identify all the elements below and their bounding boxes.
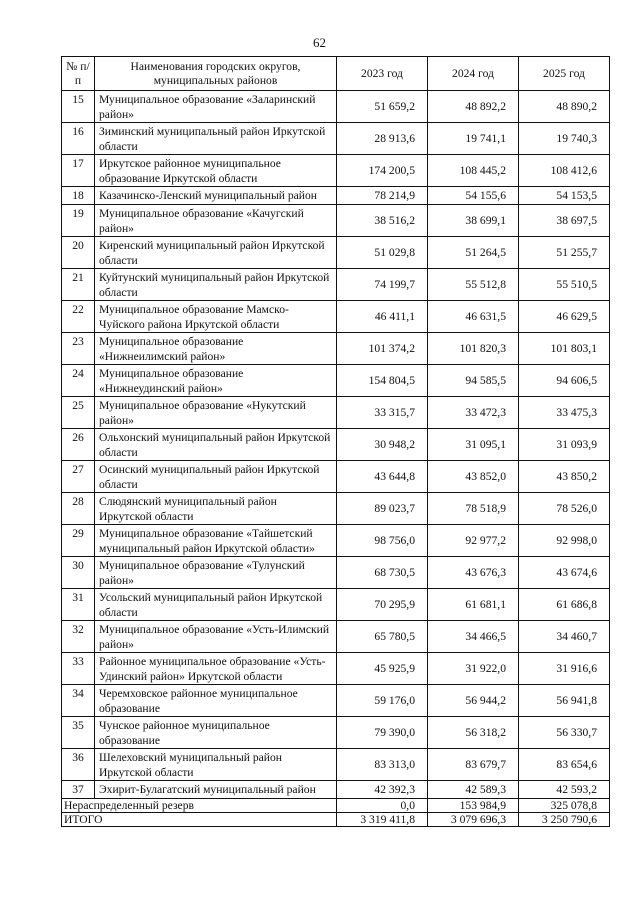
row-name: Муниципальное образование «Тулунский район» (95, 557, 337, 589)
row-num: 34 (62, 685, 95, 717)
row-2023: 46 411,1 (337, 301, 428, 333)
table-row (62, 621, 610, 653)
row-2023: 89 023,7 (337, 493, 428, 525)
reserve-row (62, 799, 610, 813)
table-row (62, 237, 610, 269)
row-2025: 51 255,7 (519, 237, 610, 269)
row-name: Муниципальное образование «Тайшетский муниципальный район Иркутской области» (95, 525, 337, 557)
row-name: Казачинско-Ленский муниципальный район (95, 187, 337, 205)
header-num: № п/п (62, 57, 95, 91)
row-num: 27 (62, 461, 95, 493)
table-row (62, 205, 610, 237)
row-2024: 94 585,5 (428, 365, 519, 397)
row-2025: 56 330,7 (519, 717, 610, 749)
row-2024: 101 820,3 (428, 333, 519, 365)
row-num: 25 (62, 397, 95, 429)
table-row (62, 365, 610, 397)
row-name: Районное муниципальное образование «Усть-Удинский район» Иркутской области (95, 653, 337, 685)
row-num: 19 (62, 205, 95, 237)
row-name: Муниципальное образование «Нукутский район» (95, 397, 337, 429)
row-2025: 78 526,0 (519, 493, 610, 525)
row-2023: 70 295,9 (337, 589, 428, 621)
table-row (62, 493, 610, 525)
row-num: 31 (62, 589, 95, 621)
row-2023: 59 176,0 (337, 685, 428, 717)
header-name: Наименования городских округов, муниципальных районов (95, 57, 337, 91)
row-2023: 33 315,7 (337, 397, 428, 429)
row-name: Муниципальное образование Мамско-Чуйского района Иркутской области (95, 301, 337, 333)
row-2025: 108 412,6 (519, 155, 610, 187)
row-name: Слюдянский муниципальный район Иркутской области (95, 493, 337, 525)
header-2023: 2023 год (337, 57, 428, 91)
row-2024: 108 445,2 (428, 155, 519, 187)
row-2023: 51 659,2 (337, 91, 428, 123)
table-row (62, 525, 610, 557)
row-num: 26 (62, 429, 95, 461)
row-2024: 19 741,1 (428, 123, 519, 155)
row-num: 28 (62, 493, 95, 525)
row-2025: 38 697,5 (519, 205, 610, 237)
row-name: Муниципальное образование «Заларинский район» (95, 91, 337, 123)
row-2024: 33 472,3 (428, 397, 519, 429)
reserve-2025: 325 078,8 (519, 799, 610, 813)
row-2023: 98 756,0 (337, 525, 428, 557)
reserve-2023: 0,0 (337, 799, 428, 813)
row-name: Зиминский муниципальный район Иркутской области (95, 123, 337, 155)
row-2024: 43 852,0 (428, 461, 519, 493)
row-2025: 55 510,5 (519, 269, 610, 301)
reserve-label: Нераспределенный резерв (62, 799, 337, 813)
total-row (62, 813, 610, 827)
row-2025: 83 654,6 (519, 749, 610, 781)
header-row (62, 57, 610, 91)
row-2023: 101 374,2 (337, 333, 428, 365)
table-row (62, 685, 610, 717)
row-name: Эхирит-Булагатский муниципальный район (95, 781, 337, 799)
row-2023: 30 948,2 (337, 429, 428, 461)
row-name: Куйтунский муниципальный район Иркутской области (95, 269, 337, 301)
total-label: ИТОГО (62, 813, 337, 827)
row-2024: 43 676,3 (428, 557, 519, 589)
total-2025: 3 250 790,6 (519, 813, 610, 827)
row-2024: 38 699,1 (428, 205, 519, 237)
row-num: 18 (62, 187, 95, 205)
row-2023: 65 780,5 (337, 621, 428, 653)
row-name: Муниципальное образование «Усть-Илимский район» (95, 621, 337, 653)
row-num: 32 (62, 621, 95, 653)
row-name: Ольхонский муниципальный район Иркутской области (95, 429, 337, 461)
row-num: 33 (62, 653, 95, 685)
row-name: Киренский муниципальный район Иркутской области (95, 237, 337, 269)
row-2025: 46 629,5 (519, 301, 610, 333)
row-2025: 19 740,3 (519, 123, 610, 155)
row-2024: 83 679,7 (428, 749, 519, 781)
row-2024: 34 466,5 (428, 621, 519, 653)
row-2024: 54 155,6 (428, 187, 519, 205)
row-2025: 56 941,8 (519, 685, 610, 717)
row-num: 24 (62, 365, 95, 397)
row-2023: 154 804,5 (337, 365, 428, 397)
row-2025: 31 916,6 (519, 653, 610, 685)
row-num: 36 (62, 749, 95, 781)
row-2025: 54 153,5 (519, 187, 610, 205)
reserve-2024: 153 984,9 (428, 799, 519, 813)
row-2023: 78 214,9 (337, 187, 428, 205)
row-2023: 51 029,8 (337, 237, 428, 269)
table-row (62, 155, 610, 187)
row-2023: 79 390,0 (337, 717, 428, 749)
row-name: Муниципальное образование «Качугский район» (95, 205, 337, 237)
row-2024: 31 922,0 (428, 653, 519, 685)
row-2025: 31 093,9 (519, 429, 610, 461)
row-2023: 83 313,0 (337, 749, 428, 781)
row-name: Иркутское районное муниципальное образование Иркутской области (95, 155, 337, 187)
row-2025: 34 460,7 (519, 621, 610, 653)
budget-table (61, 56, 610, 827)
row-2023: 174 200,5 (337, 155, 428, 187)
row-num: 21 (62, 269, 95, 301)
table-row (62, 429, 610, 461)
row-2023: 74 199,7 (337, 269, 428, 301)
row-2024: 46 631,5 (428, 301, 519, 333)
row-2023: 68 730,5 (337, 557, 428, 589)
table-row (62, 269, 610, 301)
table-row (62, 301, 610, 333)
row-2024: 56 318,2 (428, 717, 519, 749)
row-2024: 31 095,1 (428, 429, 519, 461)
row-name: Черемховское районное муниципальное образование (95, 685, 337, 717)
row-2025: 61 686,8 (519, 589, 610, 621)
table-body (62, 91, 610, 827)
row-num: 37 (62, 781, 95, 799)
row-num: 15 (62, 91, 95, 123)
header-2024: 2024 год (428, 57, 519, 91)
row-2024: 92 977,2 (428, 525, 519, 557)
row-2023: 38 516,2 (337, 205, 428, 237)
row-num: 17 (62, 155, 95, 187)
table-row (62, 397, 610, 429)
table-row (62, 749, 610, 781)
row-name: Муниципальное образование «Нижнеилимский район» (95, 333, 337, 365)
row-2025: 48 890,2 (519, 91, 610, 123)
row-name: Шелеховский муниципальный район Иркутской области (95, 749, 337, 781)
row-num: 20 (62, 237, 95, 269)
table-header (62, 57, 610, 91)
table-row (62, 187, 610, 205)
total-2023: 3 319 411,8 (337, 813, 428, 827)
table-row (62, 589, 610, 621)
table-row (62, 653, 610, 685)
row-2023: 43 644,8 (337, 461, 428, 493)
table-row (62, 333, 610, 365)
row-2025: 42 593,2 (519, 781, 610, 799)
row-num: 22 (62, 301, 95, 333)
header-2025: 2025 год (519, 57, 610, 91)
row-2025: 43 674,6 (519, 557, 610, 589)
row-name: Муниципальное образование «Нижнеудинский район» (95, 365, 337, 397)
table-row (62, 717, 610, 749)
row-2024: 48 892,2 (428, 91, 519, 123)
row-2024: 55 512,8 (428, 269, 519, 301)
row-name: Осинский муниципальный район Иркутской области (95, 461, 337, 493)
row-num: 23 (62, 333, 95, 365)
row-2024: 78 518,9 (428, 493, 519, 525)
row-2024: 42 589,3 (428, 781, 519, 799)
row-2024: 56 944,2 (428, 685, 519, 717)
row-2023: 45 925,9 (337, 653, 428, 685)
table-row (62, 781, 610, 799)
row-2024: 51 264,5 (428, 237, 519, 269)
row-2024: 61 681,1 (428, 589, 519, 621)
row-name: Усольский муниципальный район Иркутской области (95, 589, 337, 621)
row-2025: 43 850,2 (519, 461, 610, 493)
page-number: 62 (313, 35, 326, 50)
row-num: 29 (62, 525, 95, 557)
row-2025: 92 998,0 (519, 525, 610, 557)
row-name: Чунское районное муниципальное образование (95, 717, 337, 749)
table-row (62, 461, 610, 493)
table-row (62, 123, 610, 155)
table-row (62, 557, 610, 589)
row-num: 30 (62, 557, 95, 589)
row-2025: 33 475,3 (519, 397, 610, 429)
row-2025: 101 803,1 (519, 333, 610, 365)
row-2023: 42 392,3 (337, 781, 428, 799)
row-2023: 28 913,6 (337, 123, 428, 155)
table-row (62, 91, 610, 123)
row-num: 35 (62, 717, 95, 749)
total-2024: 3 079 696,3 (428, 813, 519, 827)
row-2025: 94 606,5 (519, 365, 610, 397)
row-num: 16 (62, 123, 95, 155)
